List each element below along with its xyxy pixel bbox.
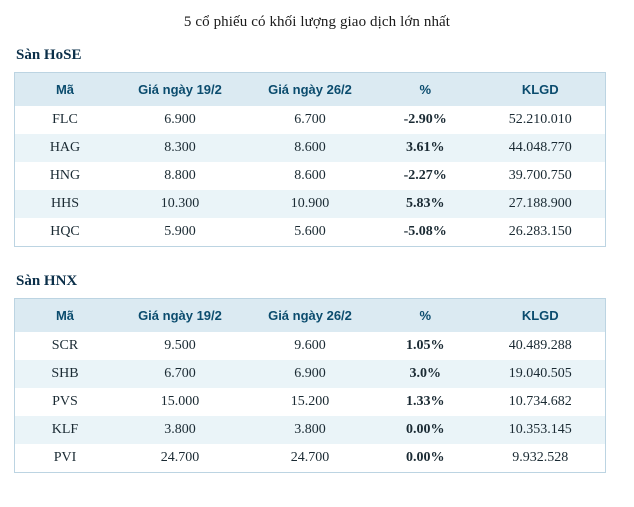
cell-percent: 5.83% bbox=[375, 190, 475, 218]
cell-volume: 26.283.150 bbox=[508, 224, 572, 239]
cell-percent: 3.0% bbox=[375, 360, 475, 388]
cell-price-19-2: 10.300 bbox=[115, 190, 245, 218]
cell-volume: 27.188.900 bbox=[475, 190, 605, 218]
cell-code: PVI bbox=[53, 450, 77, 465]
document-page bbox=[0, 14, 634, 507]
cell-price-19-2: 8.800 bbox=[164, 168, 196, 183]
cell-volume: 40.489.288 bbox=[508, 338, 572, 353]
section-heading-hose: Sàn HoSE bbox=[16, 47, 82, 63]
cell-price-19-2: 6.700 bbox=[115, 360, 245, 388]
cell-code: HAG bbox=[15, 134, 115, 162]
cell-price-19-2: 15.000 bbox=[160, 394, 200, 409]
cell-price-26-2: 3.800 bbox=[245, 416, 375, 444]
cell-price-19-2: 5.900 bbox=[164, 224, 196, 239]
cell-volume: 44.048.770 bbox=[475, 134, 605, 162]
table-header-hose bbox=[15, 73, 606, 107]
cell-volume: 52.210.010 bbox=[508, 112, 572, 127]
column-header-volume: KLGD bbox=[475, 299, 605, 333]
table-hnx bbox=[14, 298, 606, 473]
column-header-percent: % bbox=[375, 299, 475, 333]
column-header-price-26-2: Giá ngày 26/2 bbox=[245, 299, 375, 333]
table-row bbox=[15, 106, 606, 134]
table-row bbox=[15, 416, 606, 444]
cell-code: HQC bbox=[50, 224, 80, 239]
page-title: 5 cổ phiếu có khối lượng giao dịch lớn nhất bbox=[183, 14, 451, 30]
cell-percent: 3.61% bbox=[375, 134, 475, 162]
table-row bbox=[15, 134, 606, 162]
table-row bbox=[15, 388, 606, 416]
cell-price-19-2: 6.900 bbox=[164, 112, 196, 127]
table-hose bbox=[14, 72, 606, 247]
cell-code: HNG bbox=[49, 168, 81, 183]
column-header-price-19-2: Giá ngày 19/2 bbox=[115, 299, 245, 333]
cell-price-26-2: 6.700 bbox=[294, 112, 326, 127]
table-body-hose bbox=[15, 106, 606, 247]
cell-code: PVS bbox=[52, 394, 78, 409]
cell-code: SHB bbox=[15, 360, 115, 388]
table-row bbox=[15, 218, 606, 247]
cell-percent: 1.33% bbox=[405, 394, 445, 409]
cell-code: FLC bbox=[52, 112, 78, 127]
cell-percent: -5.08% bbox=[403, 224, 447, 239]
cell-percent: 1.05% bbox=[405, 338, 445, 353]
table-row bbox=[15, 190, 606, 218]
column-header-code: Mã bbox=[15, 299, 115, 333]
table-header-hnx bbox=[15, 299, 606, 333]
cell-price-26-2: 9.600 bbox=[294, 338, 326, 353]
column-header-price-19-2: Giá ngày 19/2 bbox=[115, 73, 245, 107]
cell-price-26-2: 10.900 bbox=[245, 190, 375, 218]
table-body-hnx bbox=[15, 332, 606, 473]
table-header-row bbox=[15, 73, 606, 107]
table-row bbox=[15, 162, 606, 190]
table-row bbox=[15, 444, 606, 473]
cell-price-26-2: 5.600 bbox=[294, 224, 326, 239]
cell-price-26-2: 24.700 bbox=[290, 450, 330, 465]
cell-volume: 10.353.145 bbox=[475, 416, 605, 444]
cell-price-19-2: 3.800 bbox=[115, 416, 245, 444]
cell-volume: 9.932.528 bbox=[512, 450, 569, 465]
cell-price-26-2: 15.200 bbox=[290, 394, 330, 409]
cell-percent: 0.00% bbox=[405, 450, 445, 465]
table-header-row bbox=[15, 299, 606, 333]
column-header-percent: % bbox=[375, 73, 475, 107]
cell-code: KLF bbox=[15, 416, 115, 444]
cell-price-26-2: 8.600 bbox=[245, 134, 375, 162]
column-header-code: Mã bbox=[15, 73, 115, 107]
table-row bbox=[15, 360, 606, 388]
cell-price-19-2: 9.500 bbox=[164, 338, 196, 353]
cell-price-19-2: 24.700 bbox=[160, 450, 200, 465]
cell-percent: -2.27% bbox=[403, 168, 447, 183]
column-header-price-26-2: Giá ngày 26/2 bbox=[245, 73, 375, 107]
cell-code: SCR bbox=[51, 338, 79, 353]
cell-volume: 19.040.505 bbox=[475, 360, 605, 388]
cell-price-26-2: 6.900 bbox=[245, 360, 375, 388]
column-header-volume: KLGD bbox=[475, 73, 605, 107]
cell-percent: -2.90% bbox=[403, 112, 447, 127]
cell-code: HHS bbox=[15, 190, 115, 218]
cell-price-26-2: 8.600 bbox=[294, 168, 326, 183]
section-heading-hnx: Sàn HNX bbox=[16, 273, 78, 289]
cell-volume: 10.734.682 bbox=[508, 394, 572, 409]
cell-price-19-2: 8.300 bbox=[115, 134, 245, 162]
cell-volume: 39.700.750 bbox=[508, 168, 572, 183]
table-row bbox=[15, 332, 606, 360]
cell-percent: 0.00% bbox=[375, 416, 475, 444]
